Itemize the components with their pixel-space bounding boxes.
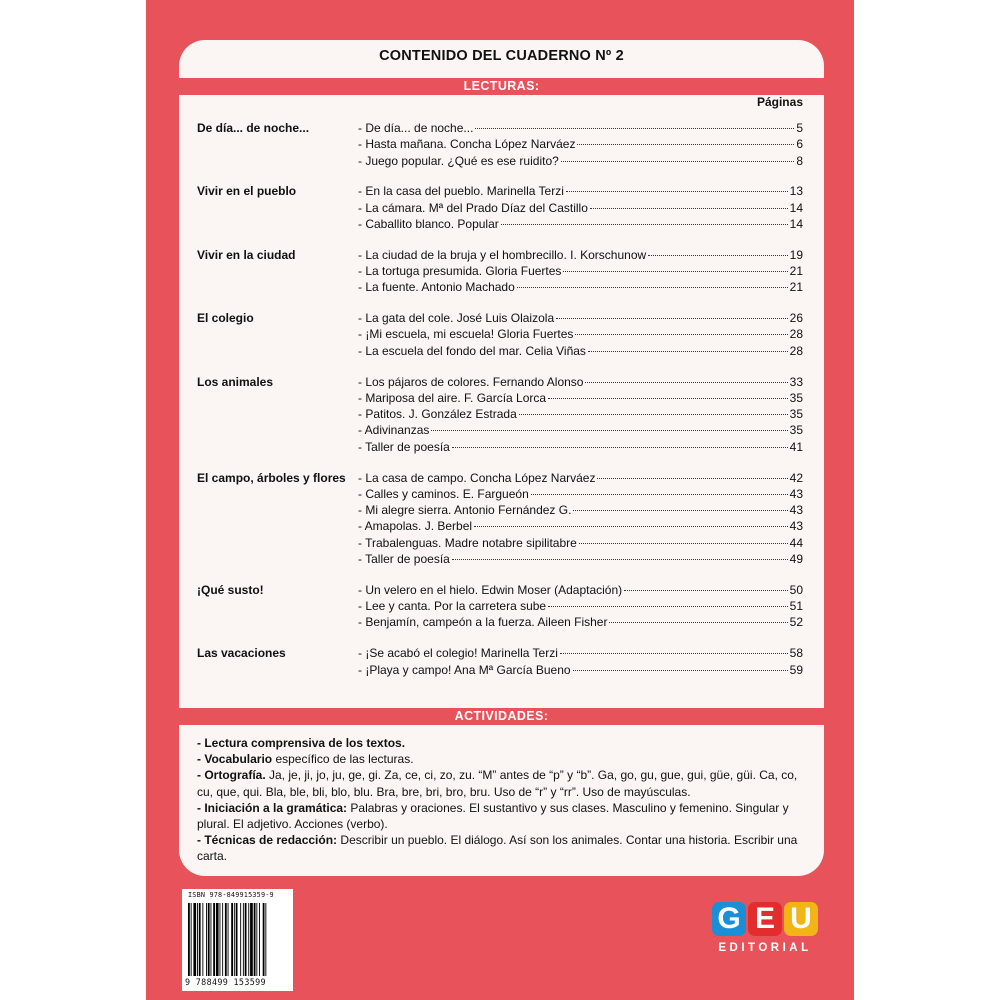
entry-page: 21	[789, 264, 803, 279]
activities-list	[197, 735, 809, 865]
group-title: Los animales	[197, 374, 274, 389]
entry-page: 26	[789, 311, 803, 326]
toc-entry	[358, 326, 803, 342]
isbn-label: ISBN 978-849915359-9	[188, 891, 274, 899]
group-title: El colegio	[197, 311, 254, 326]
entry-page: 44	[789, 535, 803, 550]
barcode-bar	[263, 903, 265, 976]
activity-item	[197, 735, 809, 751]
entry-title: - Juego popular. ¿Qué es ese ruidito?	[358, 153, 559, 168]
dot-leader	[590, 208, 788, 209]
toc-group	[197, 582, 803, 631]
toc-entry	[358, 406, 803, 422]
toc-entry	[358, 279, 803, 295]
entry-title: - Patitos. J. González Estrada	[358, 407, 517, 422]
toc-entry	[358, 153, 803, 169]
toc-group	[197, 247, 803, 296]
dot-leader	[560, 653, 788, 654]
entry-title: - Lee y canta. Por la carretera sube	[358, 599, 547, 614]
activity-text: específico de las lecturas.	[272, 752, 414, 767]
entry-title: - Taller de poesía	[358, 439, 450, 454]
entry-page: 43	[789, 503, 803, 518]
activity-text: Ja, je, ji, jo, ju, ge, gi. Za, ce, ci, zo, zu. “M” antes de “p” y “b”. Ga, go, gu, gue, gui, güe, güi. Ca, co, cu, que, qui. Bla, ble, bli, blo, blu. Bra, bre, bri, bro, bru. Uso de “r” y “rr”. Uso de mayúsculas.	[197, 768, 798, 799]
barcode-bar	[211, 903, 212, 976]
dot-leader	[609, 622, 787, 623]
dot-leader	[517, 287, 788, 288]
barcode-bar	[206, 903, 207, 976]
group-title: Vivir en la ciudad	[197, 247, 296, 262]
toc-entry	[358, 183, 803, 199]
logo-letter-u: U	[784, 902, 818, 936]
dot-leader	[475, 128, 794, 129]
group-title: El campo, árboles y flores	[197, 470, 346, 485]
dot-leader	[431, 430, 787, 431]
dot-leader	[452, 559, 788, 560]
barcode-bar	[216, 903, 219, 976]
entry-page: 14	[789, 216, 803, 231]
dot-leader	[501, 224, 788, 225]
toc-group	[197, 120, 803, 169]
entry-title: - La tortuga presumida. Gloria Fuertes	[358, 264, 562, 279]
dot-leader	[474, 526, 788, 527]
activity-item	[197, 832, 809, 864]
entry-title: - Caballito blanco. Popular	[358, 216, 499, 231]
barcode-bar	[248, 903, 249, 976]
toc-entry	[358, 390, 803, 406]
activity-label: - Iniciación a la gramática:	[197, 800, 348, 815]
activity-label: - Técnicas de redacción:	[197, 833, 338, 848]
barcode-bar	[197, 903, 198, 976]
entry-title: - Amapolas. J. Berbel	[358, 519, 473, 534]
dot-leader	[556, 318, 788, 319]
toc-group	[197, 645, 803, 678]
dot-leader	[624, 590, 788, 591]
toc-group	[197, 310, 803, 359]
lecturas-header: LECTURAS:	[179, 78, 824, 95]
entry-title: - La gata del cole. José Luis Olaizola	[358, 311, 555, 326]
dot-leader	[597, 478, 787, 479]
barcode-bar	[240, 903, 241, 976]
dot-leader	[573, 510, 787, 511]
toc-entry	[358, 439, 803, 455]
barcode-bar	[222, 903, 223, 976]
entry-page: 43	[789, 519, 803, 534]
entry-title: - Un velero en el hielo. Edwin Moser (Adaptación)	[358, 582, 623, 597]
toc-entry	[358, 247, 803, 263]
toc-entry	[358, 374, 803, 390]
dot-leader	[519, 414, 788, 415]
entry-page: 13	[789, 184, 803, 199]
barcode-bar	[213, 903, 215, 976]
contents-panel	[179, 40, 824, 876]
entry-page: 28	[789, 343, 803, 358]
entry-title: - En la casa del pueblo. Marinella Terzi	[358, 184, 564, 199]
toc-entry	[358, 582, 803, 598]
logo-letter-e: E	[748, 902, 782, 936]
barcode-bar	[188, 903, 190, 976]
entry-page: 58	[789, 646, 803, 661]
entry-page: 8	[796, 153, 803, 168]
barcode-bar	[228, 903, 229, 976]
toc-entry	[358, 136, 803, 152]
barcode-bar	[259, 903, 260, 976]
dot-leader	[648, 255, 787, 256]
entry-title: - Trabalenguas. Madre notabre sipilitabre	[358, 535, 577, 550]
activity-item	[197, 751, 809, 767]
dot-leader	[588, 351, 788, 352]
barcode-bar	[220, 903, 221, 976]
group-title: Las vacaciones	[197, 646, 286, 661]
dot-leader	[531, 494, 788, 495]
toc-entry	[358, 263, 803, 279]
logo-letter-g: G	[712, 902, 746, 936]
activity-item	[197, 767, 809, 799]
entry-page: 35	[789, 423, 803, 438]
barcode-bar	[231, 903, 233, 976]
toc-entry	[358, 216, 803, 232]
dot-leader	[573, 670, 788, 671]
toc-group	[197, 183, 803, 232]
entry-page: 42	[789, 470, 803, 485]
dot-leader	[566, 191, 788, 192]
toc-entry	[358, 551, 803, 567]
barcode-bar	[193, 903, 196, 976]
toc-entry	[358, 486, 803, 502]
barcode-bar	[234, 903, 235, 976]
toc-entry	[358, 662, 803, 678]
toc-entry	[358, 598, 803, 614]
entry-page: 52	[789, 615, 803, 630]
toc-entry	[358, 535, 803, 551]
entry-title: - La cámara. Mª del Prado Díaz del Castillo	[358, 200, 588, 215]
entry-page: 21	[789, 280, 803, 295]
dot-leader	[561, 161, 795, 162]
dot-leader	[548, 398, 788, 399]
entry-title: - La fuente. Antonio Machado	[358, 280, 515, 295]
activity-label: - Lectura comprensiva de los textos.	[197, 736, 406, 750]
toc-entry	[358, 645, 803, 661]
barcode-bar	[245, 903, 247, 976]
entry-page: 50	[789, 582, 803, 597]
barcode-bar	[199, 903, 201, 976]
entry-page: 41	[789, 439, 803, 454]
entry-title: - Benjamín, campeón a la fuerza. Aileen Fisher	[358, 615, 608, 630]
toc-group	[197, 374, 803, 455]
isbn-barcode	[182, 889, 293, 991]
dot-leader	[577, 144, 794, 145]
barcode-bar	[243, 903, 244, 976]
toc-entry	[358, 502, 803, 518]
entry-title: - La ciudad de la bruja y el hombrecillo. I. Korschunow	[358, 247, 647, 262]
entry-page: 33	[789, 374, 803, 389]
dot-leader	[575, 334, 787, 335]
entry-title: - Los pájaros de colores. Fernando Alonso	[358, 374, 584, 389]
group-title: ¡Qué susto!	[197, 582, 264, 597]
barcode-bar	[256, 903, 257, 976]
entry-title: - De día... de noche...	[358, 121, 474, 135]
table-of-contents	[197, 120, 803, 692]
entry-title: - La escuela del fondo del mar. Celia Viñas	[358, 343, 586, 358]
toc-entry	[358, 470, 803, 486]
barcode-bar	[191, 903, 192, 976]
toc-entry	[358, 343, 803, 359]
barcode-bar	[236, 903, 238, 976]
entry-title: - Taller de poesía	[358, 552, 450, 567]
toc-entry	[358, 422, 803, 438]
barcode-bars	[188, 903, 287, 976]
activity-label: - Ortografía.	[197, 768, 266, 783]
entry-title: - Adivinanzas	[358, 423, 430, 438]
entry-title: - ¡Mi escuela, mi escuela! Gloria Fuertes	[358, 327, 574, 342]
barcode-bar	[265, 903, 266, 976]
entry-page: 35	[789, 407, 803, 422]
logo-word: EDITORIAL	[718, 942, 812, 954]
entry-page: 6	[796, 137, 803, 152]
entry-page: 5	[796, 121, 803, 135]
toc-entry	[358, 120, 803, 136]
entry-title: - La casa de campo. Concha López Narváez	[358, 470, 596, 485]
entry-title: - Hasta mañana. Concha López Narváez	[358, 137, 576, 152]
entry-title: - Calles y caminos. E. Fargueón	[358, 486, 529, 501]
barcode-bar	[254, 903, 256, 976]
entry-page: 49	[789, 552, 803, 567]
barcode-digits: 9 788499 153599	[185, 977, 266, 987]
dot-leader	[563, 271, 787, 272]
entry-page: 28	[789, 327, 803, 342]
page-title: CONTENIDO DEL CUADERNO Nº 2	[379, 48, 624, 64]
barcode-bar	[250, 903, 253, 976]
toc-group	[197, 470, 803, 568]
entry-page: 51	[789, 599, 803, 614]
group-title: Vivir en el pueblo	[197, 184, 297, 199]
entry-title: - Mariposa del aire. F. García Lorca	[358, 390, 547, 405]
activity-label: - Vocabulario	[197, 752, 273, 767]
barcode-bar	[202, 903, 203, 976]
entry-page: 59	[789, 662, 803, 677]
activity-text: Describir un pueblo. El diálogo. Así son los animales. Contar una historia. Escribir una carta.	[197, 833, 798, 864]
toc-entry	[358, 310, 803, 326]
geu-editorial-logo	[710, 902, 820, 964]
entry-page: 43	[789, 486, 803, 501]
entry-title: - ¡Playa y campo! Ana Mª García Bueno	[358, 662, 571, 677]
dot-leader	[585, 382, 787, 383]
toc-entry	[358, 518, 803, 534]
paginas-header: Páginas	[756, 95, 803, 109]
dot-leader	[452, 447, 788, 448]
actividades-header: ACTIVIDADES:	[179, 708, 824, 725]
entry-title: - ¡Se acabó el colegio! Marinella Terzi	[358, 646, 558, 661]
entry-page: 19	[789, 247, 803, 262]
activity-item	[197, 800, 809, 832]
dot-leader	[548, 606, 788, 607]
activity-text: Palabras y oraciones. El sustantivo y sus clases. Masculino y femenino. Singular y plural. El adjetivo. Acciones (verbo).	[197, 800, 789, 832]
entry-page: 14	[789, 200, 803, 215]
dot-leader	[579, 543, 788, 544]
entry-title: - Mi alegre sierra. Antonio Fernández G.	[358, 503, 572, 518]
barcode-bar	[208, 903, 210, 976]
group-title: De día... de noche...	[197, 121, 310, 135]
entry-page: 35	[789, 390, 803, 405]
toc-entry	[358, 614, 803, 630]
barcode-bar	[225, 903, 227, 976]
toc-entry	[358, 200, 803, 216]
